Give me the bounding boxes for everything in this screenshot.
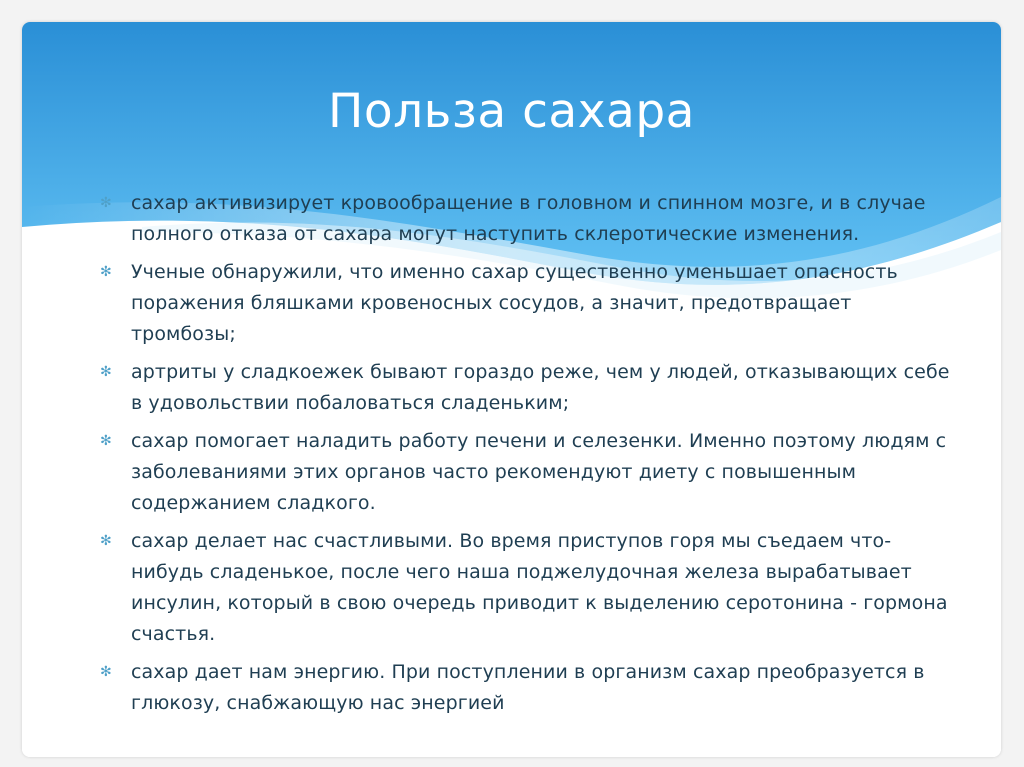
asterisk-bullet-icon: ✻ [100,433,112,449]
bullet-text: Ученые обнаружили, что именно сахар существенно уменьшает опасность поражения бляшками кровеносных сосудов, а значит, предотвращает тромбозы; [131,261,898,345]
asterisk-bullet-icon: ✻ [100,664,112,680]
asterisk-bullet-icon: ✻ [100,533,112,549]
list-item [100,188,950,250]
slide-title: Польза сахара [328,84,695,139]
list-item [100,657,950,719]
bullet-list [100,188,950,726]
bullet-text: сахар дает нам энергию. При поступлении в организм сахар преобразуется в глюкозу, снабжающую нас энергией [131,661,925,714]
bullet-text: артриты у сладкоежек бывают гораздо реже, чем у людей, отказывающих себе в удовольствии побаловаться сладеньким; [131,361,950,414]
list-item [100,257,950,350]
bullet-text: сахар делает нас счастливыми. Во время приступов горя мы съедаем что-нибудь сладенькое, после чего наша поджелудочная железа вырабатывает инсулин, который в свою очередь приводит к выделению серотонина - гормона счастья. [131,530,948,645]
asterisk-bullet-icon: ✻ [100,195,112,211]
list-item [100,357,950,419]
list-item [100,426,950,519]
list-item [100,526,950,650]
bullet-text: сахар активизирует кровообращение в головном и спинном мозге, и в случае полного отказа от сахара могут наступить склеротические изменения. [131,192,926,245]
asterisk-bullet-icon: ✻ [100,264,112,280]
bullet-text: сахар помогает наладить работу печени и селезенки. Именно поэтому людям с заболеваниями этих органов часто рекомендуют диету с повышенным содержанием сладкого. [131,430,947,514]
slide [22,22,1001,757]
asterisk-bullet-icon: ✻ [100,364,112,380]
